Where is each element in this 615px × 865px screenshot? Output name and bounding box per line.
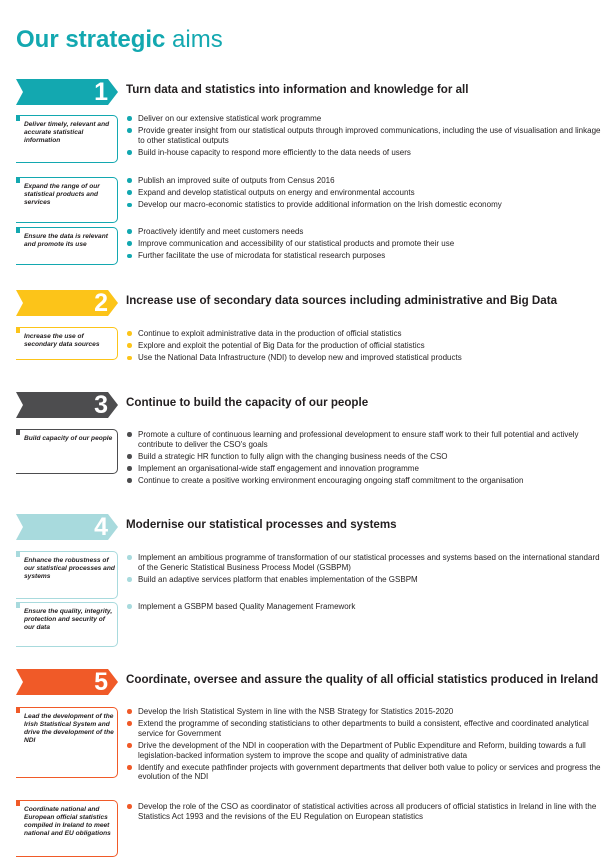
objective-box bbox=[16, 707, 118, 778]
bullet-dot-icon bbox=[127, 577, 132, 582]
objective-box-corner bbox=[16, 429, 20, 435]
bullet-text: Implement an organisational-wide staff engagement and innovation programme bbox=[138, 463, 419, 473]
bullet-dot-icon bbox=[127, 190, 132, 195]
objective-box-corner bbox=[16, 602, 20, 608]
page-title-bold: Our strategic bbox=[16, 26, 166, 53]
objective-box-corner bbox=[16, 800, 20, 806]
bullet-dot-icon bbox=[127, 804, 132, 809]
aim-number: 3 bbox=[94, 391, 108, 419]
objective-bullets bbox=[126, 430, 601, 488]
bullet-item bbox=[126, 341, 601, 351]
bullet-dot-icon bbox=[127, 432, 132, 437]
objective-label: Expand the range of our statistical products and services bbox=[24, 183, 100, 206]
objective-box-corner bbox=[16, 227, 20, 233]
bullet-dot-icon bbox=[127, 555, 132, 560]
bullet-text: Implement an ambitious programme of transformation of our statistical processes and systems based on the international standard of the Generic Statistical Business Process Model (GSBPM) bbox=[138, 553, 600, 572]
objective-bullets bbox=[126, 802, 601, 824]
bullet-text: Identify and execute pathfinder projects with government departments that deliver both value to policy or services and progress the evolution of the NDI bbox=[138, 762, 601, 782]
bullet-dot-icon bbox=[127, 478, 132, 483]
objective-label: Increase the use of secondary data sources bbox=[24, 333, 100, 348]
bullet-text: Deliver on our extensive statistical work programme bbox=[138, 114, 322, 123]
bullet-dot-icon bbox=[127, 116, 132, 121]
bullet-text: Provide greater insight from our statistical outputs through improved communications, including the use of visualisation and linkage to other statistical outputs bbox=[138, 126, 601, 145]
bullet-dot-icon bbox=[127, 765, 132, 770]
bullet-text: Improve communication and accessibility of our statistical products and promote their use bbox=[138, 239, 455, 249]
bullet-text: Proactively identify and meet customers needs bbox=[138, 227, 304, 236]
objective-bullets bbox=[126, 553, 601, 587]
bullet-item bbox=[126, 353, 601, 363]
objective-box bbox=[16, 327, 118, 360]
objective-box bbox=[16, 115, 118, 163]
aim-number: 5 bbox=[94, 668, 108, 696]
bullet-item bbox=[126, 476, 601, 486]
objective-label: Enhance the robustness of our statistical processes and systems bbox=[24, 557, 115, 580]
bullet-text: Further facilitate the use of microdata for statistical research purposes bbox=[138, 251, 386, 261]
objective-bullets bbox=[126, 176, 601, 213]
bullet-text: Continue to create a positive working environment encouraging ongoing staff commitment to the organisation bbox=[138, 476, 524, 486]
bullet-item bbox=[126, 575, 601, 585]
bullet-dot-icon bbox=[127, 203, 132, 208]
bullet-dot-icon bbox=[127, 254, 132, 259]
bullet-text: Develop the Irish Statistical System in line with the NSB Strategy for Statistics 2015-2020 bbox=[138, 707, 454, 716]
bullet-dot-icon bbox=[127, 241, 132, 246]
objective-label: Ensure the data is relevant and promote its use bbox=[24, 233, 108, 248]
bullet-text: Drive the development of the NDI in cooperation with the Department of Public Expenditure and Reform, building towards a full legislation-backed information system to improve the scope and quality of administrative data bbox=[138, 740, 586, 760]
objective-label: Lead the development of the Irish Statistical System and drive the development of the NDI bbox=[24, 713, 114, 744]
bullet-text: Implement a GSBPM based Quality Management Framework bbox=[138, 602, 356, 611]
bullet-dot-icon bbox=[127, 150, 132, 155]
bullet-text: Continue to exploit administrative data in the production of official statistics bbox=[138, 329, 402, 338]
bullet-item bbox=[126, 239, 601, 249]
bullet-item bbox=[126, 763, 601, 782]
aim-number-banner bbox=[16, 514, 118, 540]
bullet-item bbox=[126, 200, 601, 210]
bullet-dot-icon bbox=[127, 343, 132, 348]
objective-box bbox=[16, 429, 118, 474]
bullet-item bbox=[126, 430, 601, 449]
aim-heading: Modernise our statistical processes and systems bbox=[126, 518, 397, 531]
objective-label: Deliver timely, relevant and accurate statistical information bbox=[24, 121, 110, 144]
bullet-item bbox=[126, 188, 601, 198]
objective-box-corner bbox=[16, 707, 20, 713]
objective-bullets bbox=[126, 707, 601, 785]
bullet-dot-icon bbox=[127, 331, 132, 336]
bullet-text: Build a strategic HR function to fully align with the changing business needs of the CSO bbox=[138, 451, 448, 461]
bullet-item bbox=[126, 227, 601, 237]
bullet-text: Expand and develop statistical outputs on energy and environmental accounts bbox=[138, 188, 415, 198]
aim-heading: Increase use of secondary data sources including administrative and Big Data bbox=[126, 294, 558, 307]
bullet-text: Extend the programme of seconding statisticians to other departments to build a consistent, effective and coordinated analytical service for Government bbox=[138, 719, 589, 738]
bullet-dot-icon bbox=[127, 229, 132, 234]
objective-label: Coordinate national and European official statistics compiled in Ireland to meet national and EU obligations bbox=[24, 806, 111, 837]
bullet-item bbox=[126, 553, 601, 572]
aim-heading: Turn data and statistics into information and knowledge for all bbox=[126, 83, 469, 96]
objective-box bbox=[16, 800, 118, 857]
bullet-text: Build an adaptive services platform that enables implementation of the GSBPM bbox=[138, 574, 418, 584]
objective-bullets bbox=[126, 114, 601, 160]
objective-box-corner bbox=[16, 115, 20, 121]
bullet-dot-icon bbox=[127, 721, 132, 726]
aim-number: 1 bbox=[94, 78, 108, 106]
bullet-dot-icon bbox=[127, 604, 132, 609]
aim-heading: Continue to build the capacity of our people bbox=[126, 396, 369, 409]
objective-box bbox=[16, 177, 118, 223]
aim-number-banner bbox=[16, 669, 118, 695]
bullet-item bbox=[126, 719, 601, 738]
objective-box bbox=[16, 227, 118, 265]
bullet-item bbox=[126, 114, 601, 124]
bullet-text: Build in-house capacity to respond more efficiently to the data needs of users bbox=[138, 147, 411, 157]
page-title-light: aims bbox=[165, 26, 223, 53]
objective-bullets bbox=[126, 602, 601, 614]
bullet-item bbox=[126, 452, 601, 462]
objective-box bbox=[16, 551, 118, 599]
page-title bbox=[16, 26, 223, 54]
objective-box-corner bbox=[16, 177, 20, 183]
bullet-item bbox=[126, 329, 601, 339]
bullet-item bbox=[126, 126, 601, 145]
bullet-dot-icon bbox=[127, 178, 132, 183]
bullet-text: Develop our macro-economic statistics to provide additional information on the Irish domestic economy bbox=[138, 200, 502, 210]
objective-label: Build capacity of our people bbox=[24, 435, 113, 442]
aim-number: 4 bbox=[94, 513, 108, 541]
bullet-dot-icon bbox=[127, 709, 132, 714]
objective-label: Ensure the quality, integrity, protection and security of our data bbox=[24, 608, 113, 631]
bullet-item bbox=[126, 464, 601, 474]
bullet-text: Publish an improved suite of outputs from Census 2016 bbox=[138, 176, 335, 185]
objective-bullets bbox=[126, 329, 601, 366]
bullet-item bbox=[126, 802, 601, 821]
bullet-dot-icon bbox=[127, 466, 132, 471]
aim-number: 2 bbox=[94, 289, 108, 317]
bullet-dot-icon bbox=[127, 454, 132, 459]
bullet-item bbox=[126, 707, 601, 717]
bullet-text: Promote a culture of continuous learning and professional development to ensure staff work to their full potential and actively contribute to deliver the CSO's goals bbox=[138, 430, 579, 449]
objective-box bbox=[16, 602, 118, 647]
bullet-dot-icon bbox=[127, 356, 132, 361]
aim-heading: Coordinate, oversee and assure the quality of all official statistics produced in Ireland bbox=[126, 673, 599, 686]
aim-number-banner bbox=[16, 392, 118, 418]
bullet-item bbox=[126, 602, 601, 612]
aim-number-banner bbox=[16, 79, 118, 105]
bullet-text: Use the National Data Infrastructure (NDI) to develop new and improved statistical products bbox=[138, 353, 462, 363]
bullet-text: Develop the role of the CSO as coordinator of statistical activities across all producers of official statistics in Ireland in line with the Statistics Act 1993 and the revisions of the EU Regulation on European statistics bbox=[138, 802, 597, 821]
aim-number-banner bbox=[16, 290, 118, 316]
bullet-dot-icon bbox=[127, 743, 132, 748]
objective-bullets bbox=[126, 227, 601, 264]
bullet-item bbox=[126, 176, 601, 186]
objective-box-corner bbox=[16, 327, 20, 333]
objective-box-corner bbox=[16, 551, 20, 557]
bullet-item bbox=[126, 251, 601, 261]
bullet-text: Explore and exploit the potential of Big Data for the production of official statistics bbox=[138, 341, 425, 351]
bullet-dot-icon bbox=[127, 128, 132, 133]
bullet-item bbox=[126, 741, 601, 760]
bullet-item bbox=[126, 148, 601, 158]
